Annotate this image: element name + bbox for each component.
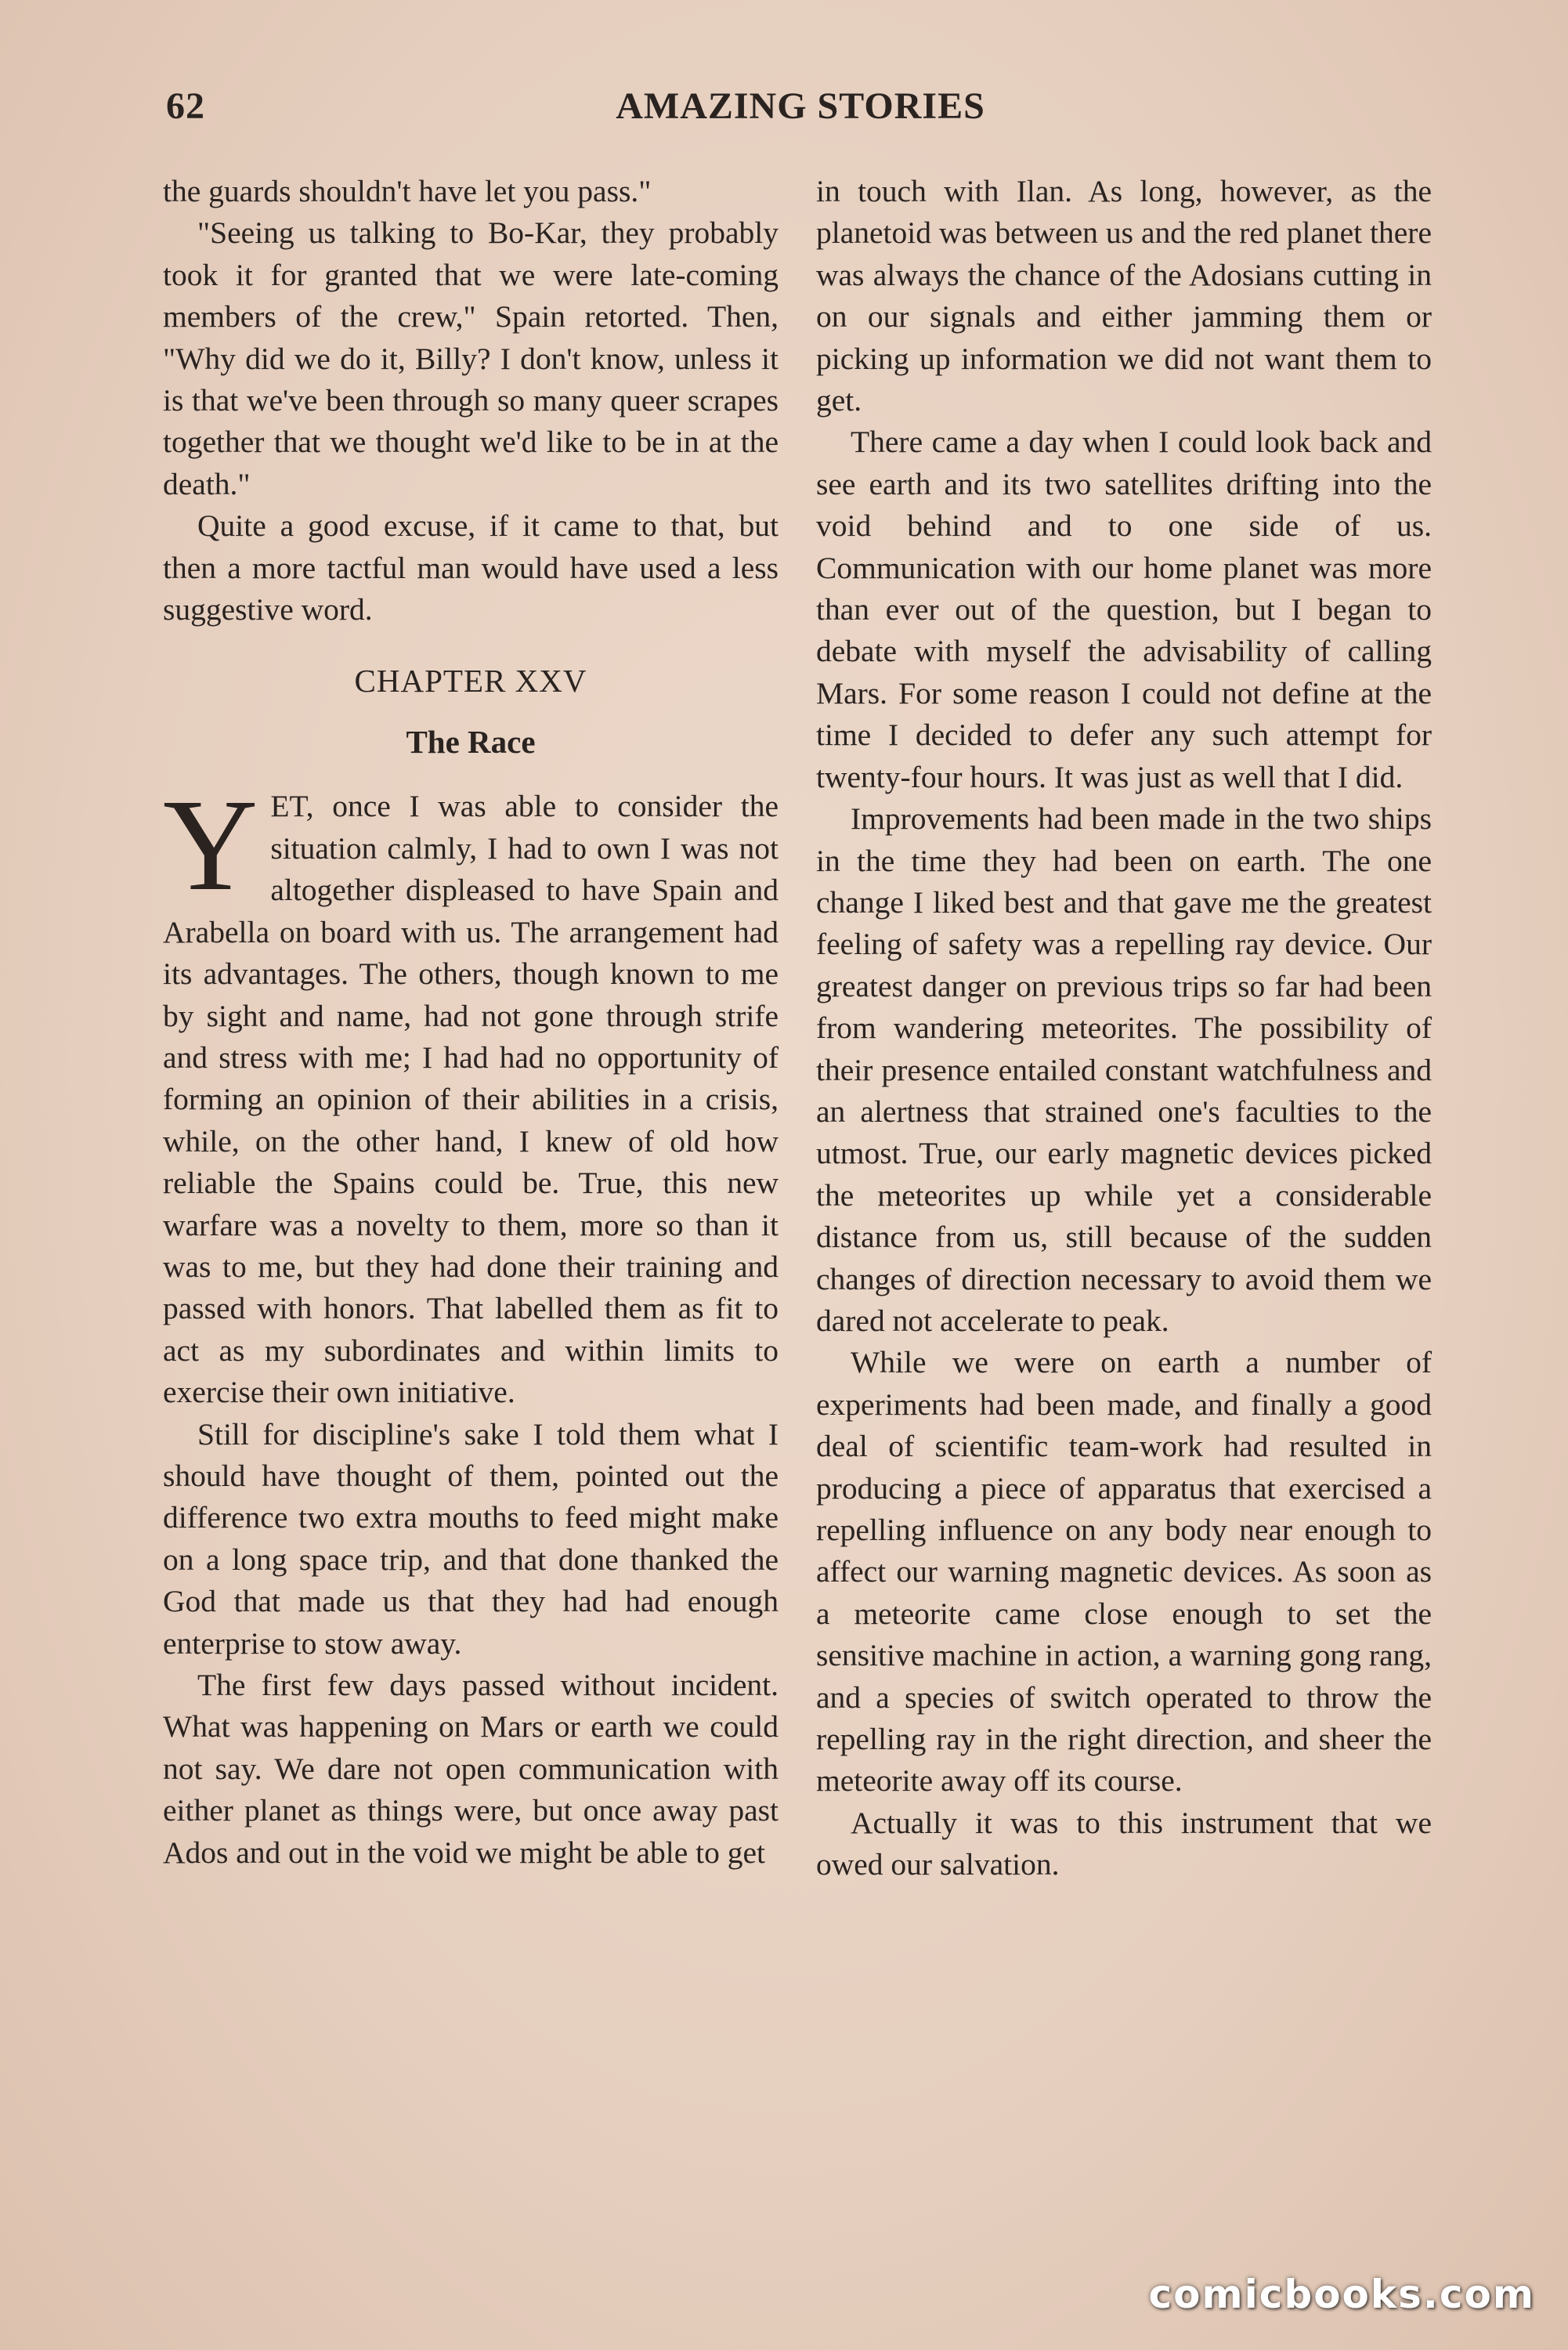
watermark: comicbooks.com [1148,2272,1535,2317]
page-header [166,85,1435,139]
paragraph: Quite a good excuse, if it came to that, but then a more tactful man would have used a less suggestive word. [163,508,779,627]
running-title: AMAZING STORIES [616,85,985,127]
paragraph: "Seeing us talking to Bo-Kar, they probably took it for granted that we were late-coming members of the crew," Spain retorted. Then, "Why did we do it, Billy? I don't know, unless it is that we've been through so many queer scrapes together that we thought we'd like to be in at the death." [163,215,779,501]
paragraph: Improvements had been made in the two ships in the time they had been on earth. The one change I liked best and that gave me the greatest feeling of safety was a repelling ray device. Our greatest danger on previous trips so far had been from wandering meteorites. The possibility of their presence entailed constant watchfulness and an alertness that strained one's faculties to the utmost. True, our early magnetic devices picked the meteorites up while yet a considerable distance from us, still because of the sudden changes of direction necessary to avoid them we dared not accelerate to peak. [816,801,1432,1338]
right-column [816,171,1432,1886]
chapter-heading: CHAPTER XXV [354,663,587,700]
chapter-title: The Race [406,724,536,761]
paragraph: While we were on earth a number of experiments had been made, and finally a good deal of scientific team-work had resulted in producing a piece of apparatus that exercised a repelling influence on any body near enough to affect our warning magnetic devices. As soon as a meteorite came close enough to set the sensitive machine in action, a warning gong rang, and a species of switch operated to throw the repelling ray in the right direction, and sheer the meteorite away off its course. [816,1345,1432,1799]
paragraph: the guards shouldn't have let you pass." [163,174,652,208]
paragraph: Still for discipline's sake I told them what I should have thought of them, pointed out the difference two extra mouths to feed might make on a long space trip, and that done thanked the God that made us that they had had enough enterprise to stow away. [163,1416,779,1661]
drop-cap: Y [163,772,258,919]
paragraph: Actually it was to this instrument that we owed our salvation. [816,1805,1432,1882]
page-number: 62 [166,85,205,127]
paragraph: There came a day when I could look back and see earth and its two satellites drifting into the void behind and to one side of us. Communication with our home planet was more than ever out of the question, but I began to debate with myself the advisability of calling Mars. For some reason I could not define at the time I decided to defer any such attempt for twenty-four hours. It was just as well that I did. [816,425,1432,794]
left-column [163,171,779,1874]
paragraph-text: ET, once I was able to consider the situation calmly, I had to own I was not altogether displeased to have Spain and Arabella on board with us. The arrangement had its advantages. The others, though known to me by sight and name, had not gone through strife and stress with me; I had had no opportunity of forming an opinion of their abilities in a crisis, while, on the other hand, I knew of old how reliable the Spains could be. True, this new warfare was a novelty to them, more so than it was to me, but they had done their training and passed with honors. That labelled them as fit to act as my subordinates and within limits to exercise their own initiative. [163,789,779,1410]
chapter-opening-paragraph [163,772,779,1413]
paragraph: The first few days passed without incident. What was happening on Mars or earth we could not say. We dare not open communication with either planet as things were, but once away past Ados and out in the void we might be able to get [163,1668,779,1870]
paragraph: in touch with Ilan. As long, however, as the planetoid was between us and the red planet there was always the chance of the Adosians cutting in on our signals and either jamming them or picking up information we did not want them to get. [816,174,1432,418]
